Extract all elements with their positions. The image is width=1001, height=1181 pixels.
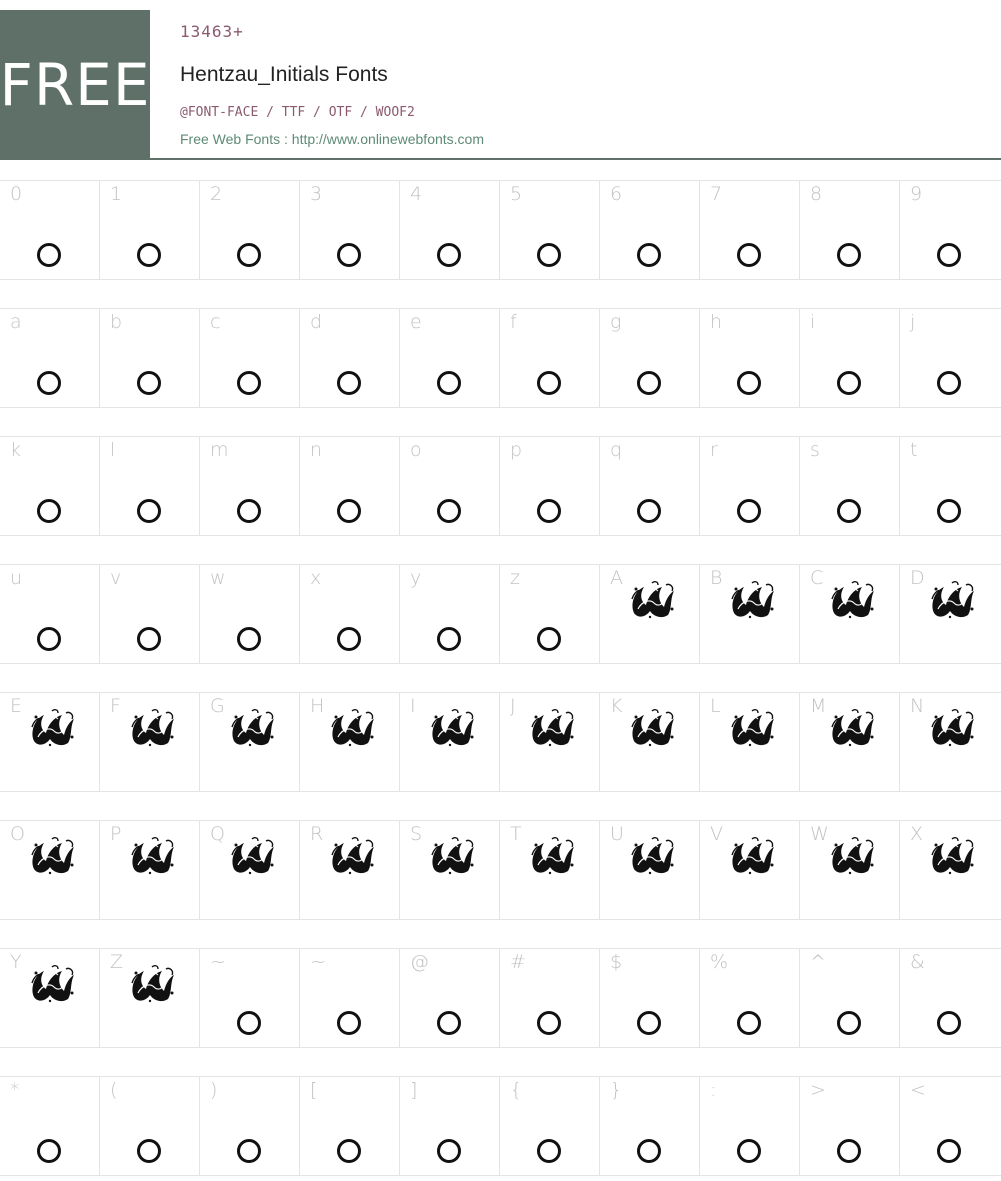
glyph-label: < — [910, 1079, 926, 1101]
glyph-label: k — [10, 439, 22, 461]
missing-glyph-ring-icon — [737, 1011, 761, 1035]
missing-glyph-ring-icon — [737, 499, 761, 523]
missing-glyph-ring-icon — [37, 371, 61, 395]
glyph-cell[interactable] — [300, 1077, 400, 1175]
glyph-cell[interactable] — [800, 181, 900, 279]
glyph-cell[interactable] — [600, 1077, 700, 1175]
glyph-label: g — [610, 311, 622, 333]
glyph-label: i — [810, 311, 816, 333]
glyph-cell[interactable] — [200, 693, 300, 791]
glyph-label: S — [410, 823, 423, 845]
glyph-cell[interactable] — [100, 437, 200, 535]
missing-glyph-ring-icon — [137, 1139, 161, 1163]
missing-glyph-ring-icon — [237, 627, 261, 651]
missing-glyph-ring-icon — [837, 371, 861, 395]
ornate-initial-glyph — [28, 963, 76, 1003]
glyph-cell[interactable] — [400, 693, 500, 791]
glyph-label: E — [10, 695, 23, 717]
missing-glyph-ring-icon — [637, 1139, 661, 1163]
glyph-cell[interactable] — [300, 181, 400, 279]
missing-glyph-ring-icon — [137, 499, 161, 523]
glyph-cell[interactable] — [0, 821, 100, 919]
glyph-label: 9 — [910, 183, 923, 205]
missing-glyph-ring-icon — [37, 243, 61, 267]
glyph-cell[interactable] — [0, 309, 100, 407]
missing-glyph-ring-icon — [337, 499, 361, 523]
glyph-label: b — [110, 311, 123, 333]
missing-glyph-ring-icon — [737, 1139, 761, 1163]
glyph-cell[interactable] — [600, 437, 700, 535]
glyph-cell[interactable] — [0, 181, 100, 279]
glyph-cell[interactable] — [400, 1077, 500, 1175]
glyph-cell[interactable] — [0, 565, 100, 663]
glyph-cell[interactable] — [400, 949, 500, 1047]
glyph-label: } — [610, 1079, 623, 1101]
glyph-cell[interactable] — [800, 437, 900, 535]
glyph-label: % — [710, 951, 729, 973]
glyph-label: R — [310, 823, 324, 845]
glyph-label: C — [810, 567, 824, 589]
glyph-label: s — [810, 439, 820, 461]
free-logo[interactable]: FREE — [0, 10, 150, 160]
glyph-label: [ — [310, 1079, 318, 1101]
glyph-label: O — [10, 823, 25, 845]
glyph-cell[interactable] — [200, 1077, 300, 1175]
missing-glyph-ring-icon — [537, 627, 561, 651]
missing-glyph-ring-icon — [837, 499, 861, 523]
ornate-initial-glyph — [128, 963, 176, 1003]
glyph-cell[interactable] — [300, 437, 400, 535]
missing-glyph-ring-icon — [137, 371, 161, 395]
missing-glyph-ring-icon — [237, 371, 261, 395]
missing-glyph-ring-icon — [437, 1139, 461, 1163]
glyph-row — [0, 308, 1001, 408]
glyph-label: ] — [410, 1079, 418, 1101]
ornate-initial-glyph — [128, 707, 176, 747]
missing-glyph-ring-icon — [137, 243, 161, 267]
glyph-row — [0, 180, 1001, 280]
missing-glyph-ring-icon — [937, 499, 961, 523]
glyph-label: * — [10, 1079, 20, 1101]
glyph-label: N — [910, 695, 925, 717]
glyph-row — [0, 436, 1001, 536]
glyph-cell[interactable] — [700, 1077, 800, 1175]
glyph-label: t — [910, 439, 918, 461]
missing-glyph-ring-icon — [37, 627, 61, 651]
glyph-label: D — [910, 567, 925, 589]
glyph-cell[interactable] — [600, 821, 700, 919]
glyph-label: V — [710, 823, 723, 845]
ornate-initial-glyph — [28, 835, 76, 875]
glyph-cell[interactable] — [500, 949, 600, 1047]
ornate-initial-glyph — [128, 835, 176, 875]
glyph-label: u — [10, 567, 23, 589]
glyph-label: r — [710, 439, 718, 461]
glyph-row — [0, 692, 1001, 792]
missing-glyph-ring-icon — [637, 371, 661, 395]
glyph-cell[interactable] — [500, 181, 600, 279]
glyph-label: K — [610, 695, 623, 717]
header-divider — [150, 158, 1001, 160]
glyph-label: F — [110, 695, 121, 717]
ornate-initial-glyph — [628, 835, 676, 875]
glyph-cell[interactable] — [300, 821, 400, 919]
glyph-label: T — [510, 823, 522, 845]
glyph-label: H — [310, 695, 325, 717]
glyph-cell[interactable] — [800, 693, 900, 791]
missing-glyph-ring-icon — [137, 627, 161, 651]
missing-glyph-ring-icon — [337, 371, 361, 395]
glyph-cell[interactable] — [200, 181, 300, 279]
glyph-label: z — [510, 567, 520, 589]
glyph-label: Y — [10, 951, 22, 973]
glyph-label: a — [10, 311, 22, 333]
missing-glyph-ring-icon — [537, 371, 561, 395]
glyph-label: m — [210, 439, 229, 461]
glyph-cell[interactable] — [200, 309, 300, 407]
glyph-cell[interactable] — [200, 821, 300, 919]
glyph-label: B — [710, 567, 723, 589]
glyph-label: w — [210, 567, 226, 589]
glyph-cell[interactable] — [600, 309, 700, 407]
glyph-cell[interactable] — [500, 309, 600, 407]
glyph-label: 3 — [310, 183, 323, 205]
glyph-cell[interactable] — [700, 949, 800, 1047]
ornate-initial-glyph — [728, 835, 776, 875]
missing-glyph-ring-icon — [837, 243, 861, 267]
missing-glyph-ring-icon — [737, 243, 761, 267]
glyph-cell[interactable] — [600, 693, 700, 791]
missing-glyph-ring-icon — [437, 371, 461, 395]
glyph-label: 0 — [10, 183, 23, 205]
glyph-cell[interactable] — [800, 565, 900, 663]
ornate-initial-glyph — [828, 707, 876, 747]
glyph-label: x — [310, 567, 322, 589]
glyph-cell[interactable] — [400, 309, 500, 407]
glyph-cell[interactable] — [300, 949, 400, 1047]
glyph-cell[interactable] — [700, 437, 800, 535]
glyph-label: J — [510, 695, 516, 717]
missing-glyph-ring-icon — [237, 1011, 261, 1035]
glyph-label: 6 — [610, 183, 623, 205]
missing-glyph-ring-icon — [637, 499, 661, 523]
glyph-cell[interactable] — [900, 181, 1000, 279]
missing-glyph-ring-icon — [237, 1139, 261, 1163]
glyph-cell[interactable] — [100, 693, 200, 791]
missing-glyph-ring-icon — [537, 1139, 561, 1163]
ornate-initial-glyph — [328, 835, 376, 875]
glyph-row — [0, 948, 1001, 1048]
glyph-cell[interactable] — [800, 1077, 900, 1175]
glyph-cell[interactable] — [400, 437, 500, 535]
glyph-label: l — [110, 439, 116, 461]
font-formats[interactable]: @FONT-FACE / TTF / OTF / WOOF2 — [180, 105, 415, 120]
glyph-label: e — [410, 311, 422, 333]
glyph-label: I — [410, 695, 416, 717]
glyph-cell[interactable] — [0, 693, 100, 791]
glyph-label: ^ — [810, 951, 826, 973]
glyph-cell[interactable] — [800, 309, 900, 407]
glyph-cell[interactable] — [600, 949, 700, 1047]
missing-glyph-ring-icon — [837, 1139, 861, 1163]
glyph-cell[interactable] — [900, 437, 1000, 535]
glyph-label: : — [710, 1079, 717, 1101]
ornate-initial-glyph — [428, 835, 476, 875]
missing-glyph-ring-icon — [337, 243, 361, 267]
glyph-label: 4 — [410, 183, 423, 205]
glyph-label: ) — [210, 1079, 218, 1101]
missing-glyph-ring-icon — [637, 1011, 661, 1035]
missing-glyph-ring-icon — [437, 1011, 461, 1035]
ornate-initial-glyph — [28, 707, 76, 747]
glyph-cell[interactable] — [200, 565, 300, 663]
ornate-initial-glyph — [328, 707, 376, 747]
missing-glyph-ring-icon — [337, 627, 361, 651]
missing-glyph-ring-icon — [437, 499, 461, 523]
glyph-label: v — [110, 567, 122, 589]
glyph-label: W — [810, 823, 829, 845]
glyph-label: h — [710, 311, 723, 333]
missing-glyph-ring-icon — [337, 1011, 361, 1035]
glyph-label: X — [910, 823, 924, 845]
glyph-label: $ — [610, 951, 623, 973]
missing-glyph-ring-icon — [937, 243, 961, 267]
glyph-cell[interactable] — [0, 437, 100, 535]
ornate-initial-glyph — [228, 707, 276, 747]
ornate-initial-glyph — [828, 579, 876, 619]
glyph-label: M — [810, 695, 827, 717]
glyph-cell[interactable] — [900, 1077, 1000, 1175]
glyph-cell[interactable] — [100, 949, 200, 1047]
glyph-label: # — [510, 951, 526, 973]
ornate-initial-glyph — [728, 707, 776, 747]
glyph-cell[interactable] — [900, 821, 1000, 919]
glyph-label: A — [610, 567, 623, 589]
ornate-initial-glyph — [528, 835, 576, 875]
glyph-cell[interactable] — [900, 309, 1000, 407]
missing-glyph-ring-icon — [237, 499, 261, 523]
ornate-initial-glyph — [828, 835, 876, 875]
glyph-cell[interactable] — [100, 565, 200, 663]
glyph-cell[interactable] — [700, 821, 800, 919]
ornate-initial-glyph — [528, 707, 576, 747]
site-link[interactable]: Free Web Fonts : http://www.onlinewebfonts.com — [180, 131, 484, 147]
glyph-label: > — [810, 1079, 826, 1101]
glyph-label: P — [110, 823, 122, 845]
glyph-cell[interactable] — [400, 565, 500, 663]
ornate-initial-glyph — [428, 707, 476, 747]
glyph-label: Q — [210, 823, 225, 845]
missing-glyph-ring-icon — [937, 1011, 961, 1035]
glyph-label: ~ — [210, 951, 226, 973]
missing-glyph-ring-icon — [937, 371, 961, 395]
glyph-cell[interactable] — [800, 821, 900, 919]
glyph-cell[interactable] — [400, 181, 500, 279]
glyph-label: & — [910, 951, 925, 973]
glyph-label: U — [610, 823, 624, 845]
glyph-cell[interactable] — [300, 309, 400, 407]
glyph-cell[interactable] — [500, 1077, 600, 1175]
glyph-cell[interactable] — [900, 949, 1000, 1047]
glyph-label: f — [510, 311, 517, 333]
glyph-label: 7 — [710, 183, 723, 205]
missing-glyph-ring-icon — [37, 1139, 61, 1163]
glyph-row — [0, 820, 1001, 920]
glyph-cell[interactable] — [700, 693, 800, 791]
glyph-cell[interactable] — [0, 1077, 100, 1175]
missing-glyph-ring-icon — [37, 499, 61, 523]
ornate-initial-glyph — [228, 835, 276, 875]
missing-glyph-ring-icon — [237, 243, 261, 267]
glyph-label: 2 — [210, 183, 223, 205]
glyph-label: p — [510, 439, 523, 461]
glyph-cell[interactable] — [600, 565, 700, 663]
glyph-label: q — [610, 439, 623, 461]
glyph-cell[interactable] — [700, 181, 800, 279]
glyph-cell[interactable] — [900, 693, 1000, 791]
missing-glyph-ring-icon — [437, 627, 461, 651]
glyph-label: 8 — [810, 183, 823, 205]
glyph-cell[interactable] — [500, 821, 600, 919]
missing-glyph-ring-icon — [937, 1139, 961, 1163]
glyph-label: ~ — [310, 951, 326, 973]
glyph-cell[interactable] — [500, 437, 600, 535]
glyph-cell[interactable] — [100, 309, 200, 407]
font-name-title[interactable]: Hentzau_Initials Fonts — [180, 63, 388, 86]
glyph-cell[interactable] — [300, 693, 400, 791]
glyph-cell[interactable] — [500, 693, 600, 791]
glyph-label: @ — [410, 951, 429, 973]
glyph-label: Z — [110, 951, 124, 973]
glyph-label: d — [310, 311, 323, 333]
glyph-label: L — [710, 695, 721, 717]
glyph-cell[interactable] — [100, 821, 200, 919]
glyph-row — [0, 1076, 1001, 1176]
glyph-cell[interactable] — [900, 565, 1000, 663]
glyph-cell[interactable] — [800, 949, 900, 1047]
ornate-initial-glyph — [628, 579, 676, 619]
glyph-cell[interactable] — [400, 821, 500, 919]
glyph-cell[interactable] — [500, 565, 600, 663]
glyph-label: 5 — [510, 183, 523, 205]
glyph-cell[interactable] — [300, 565, 400, 663]
ornate-initial-glyph — [628, 707, 676, 747]
missing-glyph-ring-icon — [437, 243, 461, 267]
missing-glyph-ring-icon — [537, 1011, 561, 1035]
glyph-label: { — [510, 1079, 523, 1101]
glyph-cell[interactable] — [100, 181, 200, 279]
glyph-cell[interactable] — [0, 949, 100, 1047]
page-header — [0, 0, 1001, 160]
glyph-label: 1 — [110, 183, 123, 205]
missing-glyph-ring-icon — [537, 243, 561, 267]
glyph-cell[interactable] — [700, 309, 800, 407]
glyph-label: G — [210, 695, 225, 717]
glyph-label: o — [410, 439, 422, 461]
missing-glyph-ring-icon — [637, 243, 661, 267]
glyph-label: c — [210, 311, 221, 333]
font-id: 13463+ — [180, 22, 244, 41]
ornate-initial-glyph — [928, 707, 976, 747]
glyph-cell[interactable] — [200, 949, 300, 1047]
glyph-label: ( — [110, 1079, 118, 1101]
glyph-label: j — [910, 311, 916, 333]
glyph-cell[interactable] — [700, 565, 800, 663]
missing-glyph-ring-icon — [737, 371, 761, 395]
missing-glyph-ring-icon — [537, 499, 561, 523]
glyph-label: n — [310, 439, 323, 461]
missing-glyph-ring-icon — [337, 1139, 361, 1163]
missing-glyph-ring-icon — [837, 1011, 861, 1035]
glyph-cell[interactable] — [100, 1077, 200, 1175]
glyph-cell[interactable] — [600, 181, 700, 279]
glyph-label: y — [410, 567, 422, 589]
ornate-initial-glyph — [728, 579, 776, 619]
ornate-initial-glyph — [928, 835, 976, 875]
glyph-cell[interactable] — [200, 437, 300, 535]
ornate-initial-glyph — [928, 579, 976, 619]
glyph-row — [0, 564, 1001, 664]
